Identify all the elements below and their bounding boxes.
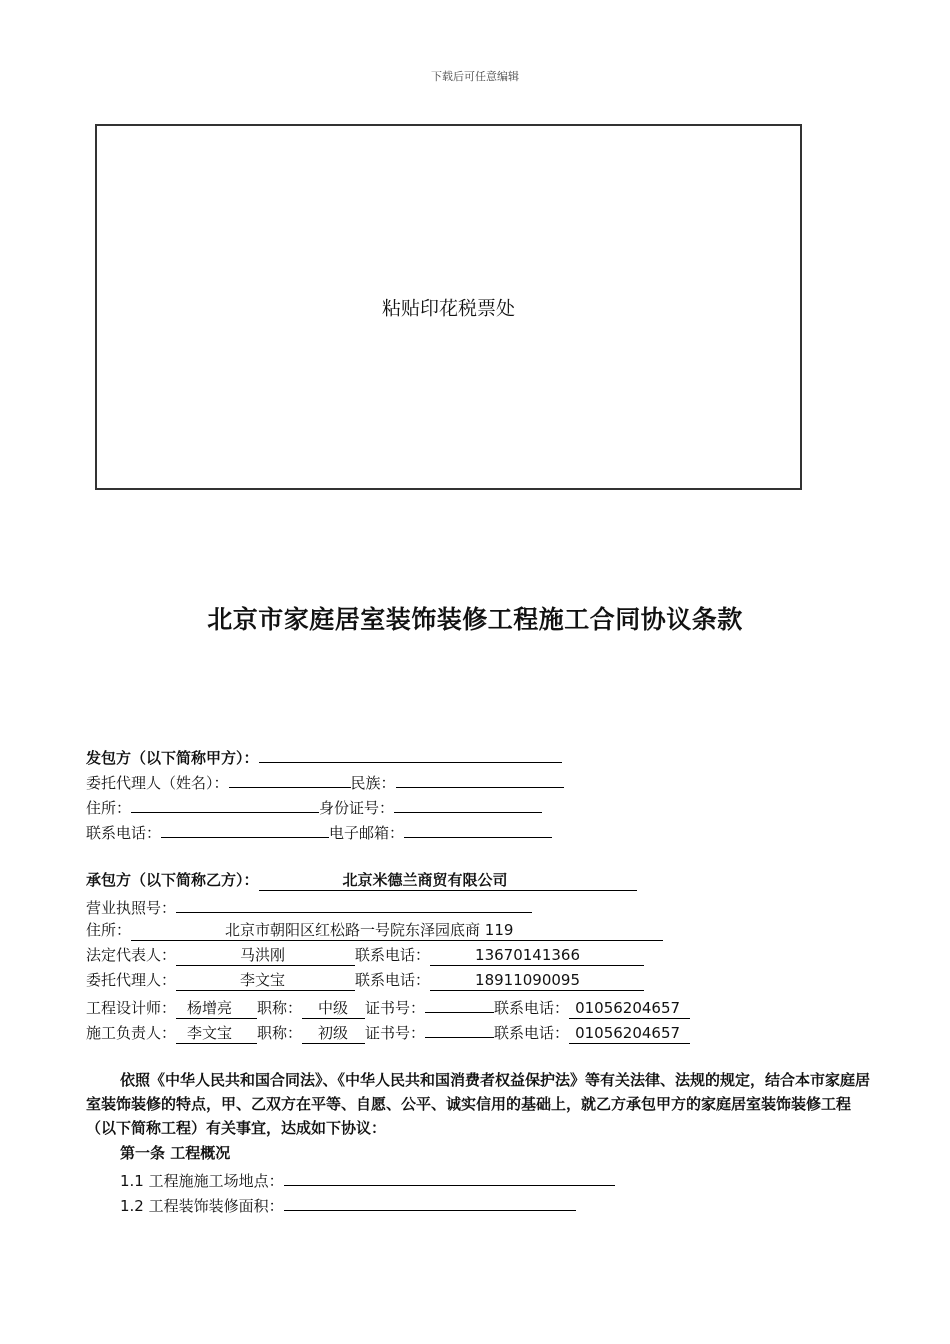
party-b-agent-line	[86, 970, 644, 991]
party-b-designer: 杨增亮	[176, 998, 257, 1019]
party-b-designer-phone-label: 联系电话：	[494, 999, 570, 1017]
party-a-phone-field[interactable]	[161, 820, 329, 838]
party-b-legal-rep-line	[86, 945, 644, 966]
party-b-legal-rep-phone-label: 联系电话：	[355, 946, 431, 964]
party-a-agent-field[interactable]	[229, 770, 351, 788]
article1-item-1-1-line	[120, 1168, 615, 1191]
document-title: 北京市家庭居室装饰装修工程施工合同协议条款	[207, 605, 743, 634]
party-a-heading: 发包方（以下简称甲方）：	[86, 749, 259, 767]
party-a-name-field[interactable]	[259, 745, 562, 763]
party-b-designer-title-label: 职称：	[257, 999, 303, 1017]
article1-item-1-1-label: 1.1 工程施施工场地点：	[120, 1172, 284, 1190]
party-b-manager-line	[86, 1020, 690, 1044]
party-b-address: 北京市朝阳区红松路一号院东泽园底商 119	[131, 920, 663, 941]
party-b-manager-cert-label: 证书号：	[365, 1024, 426, 1042]
party-a-agent-line	[86, 770, 564, 793]
intro-paragraph: 依照《中华人民共和国合同法》、《中华人民共和国消费者权益保护法》等有关法律、法规的规定，结合本市家庭居室装饰装修的特点，甲、乙双方在平等、自愿、公平、诚实信用的基础上，就乙方承包甲方的家庭居室装饰装修工程（以下简称工程）有关事宜，达成如下协议：	[86, 1071, 871, 1137]
header-note: 下载后可任意编辑	[431, 70, 519, 83]
party-a-address-line	[86, 795, 542, 818]
party-b-agent: 李文宝	[176, 970, 355, 991]
party-a-email-field[interactable]	[404, 820, 552, 838]
party-b-heading-line	[86, 870, 637, 891]
party-b-agent-phone-label: 联系电话：	[355, 971, 431, 989]
party-b-agent-label: 委托代理人：	[86, 971, 177, 989]
party-a-id-field[interactable]	[394, 795, 542, 813]
party-b-license-label: 营业执照号：	[86, 899, 177, 917]
party-b-designer-phone: 01056204657	[569, 998, 690, 1019]
article1-item-1-2-line	[120, 1193, 576, 1216]
party-a-address-field[interactable]	[131, 795, 319, 813]
party-b-company: 北京米德兰商贸有限公司	[259, 870, 637, 891]
party-b-manager-phone-label: 联系电话：	[494, 1024, 570, 1042]
party-a-ethnicity-field[interactable]	[396, 770, 564, 788]
party-a-address-label: 住所：	[86, 799, 132, 817]
party-b-agent-phone: 18911090095	[430, 970, 644, 991]
party-a-id-label: 身份证号：	[319, 799, 395, 817]
party-a-ethnicity-label: 民族：	[350, 774, 396, 792]
party-b-designer-line	[86, 995, 690, 1019]
party-b-license-field[interactable]	[176, 895, 532, 913]
party-b-designer-cert-field[interactable]	[425, 995, 494, 1013]
party-a-agent-label: 委托代理人（姓名）：	[86, 774, 229, 792]
area-field[interactable]	[284, 1193, 576, 1211]
party-a-phone-line	[86, 820, 552, 843]
party-b-address-label: 住所：	[86, 921, 132, 939]
party-b-license-line	[86, 895, 532, 918]
site-address-field[interactable]	[284, 1168, 615, 1186]
party-a-phone-label: 联系电话：	[86, 824, 162, 842]
party-b-heading: 承包方（以下简称乙方）：	[86, 871, 259, 889]
party-b-legal-rep-phone: 13670141366	[430, 945, 644, 966]
party-b-address-line	[86, 920, 663, 941]
party-b-manager-title-label: 职称：	[257, 1024, 303, 1042]
party-a-heading-line	[86, 745, 562, 768]
party-b-designer-cert-label: 证书号：	[365, 999, 426, 1017]
stamp-box-label: 粘贴印花税票处	[381, 297, 516, 320]
party-b-legal-rep: 马洪刚	[176, 945, 355, 966]
article1-heading: 第一条 工程概况	[120, 1144, 231, 1162]
party-b-manager: 李文宝	[176, 1023, 257, 1044]
party-b-designer-label: 工程设计师：	[86, 999, 177, 1017]
party-b-manager-cert-field[interactable]	[425, 1020, 494, 1038]
article1-item-1-2-label: 1.2 工程装饰装修面积：	[120, 1197, 284, 1215]
party-b-designer-title: 中级	[302, 998, 365, 1019]
party-b-manager-title: 初级	[302, 1023, 365, 1044]
party-b-legal-rep-label: 法定代表人：	[86, 946, 177, 964]
party-a-email-label: 电子邮箱：	[329, 824, 405, 842]
stamp-box	[95, 124, 802, 490]
party-b-manager-phone: 01056204657	[569, 1023, 690, 1044]
party-b-manager-label: 施工负责人：	[86, 1024, 177, 1042]
